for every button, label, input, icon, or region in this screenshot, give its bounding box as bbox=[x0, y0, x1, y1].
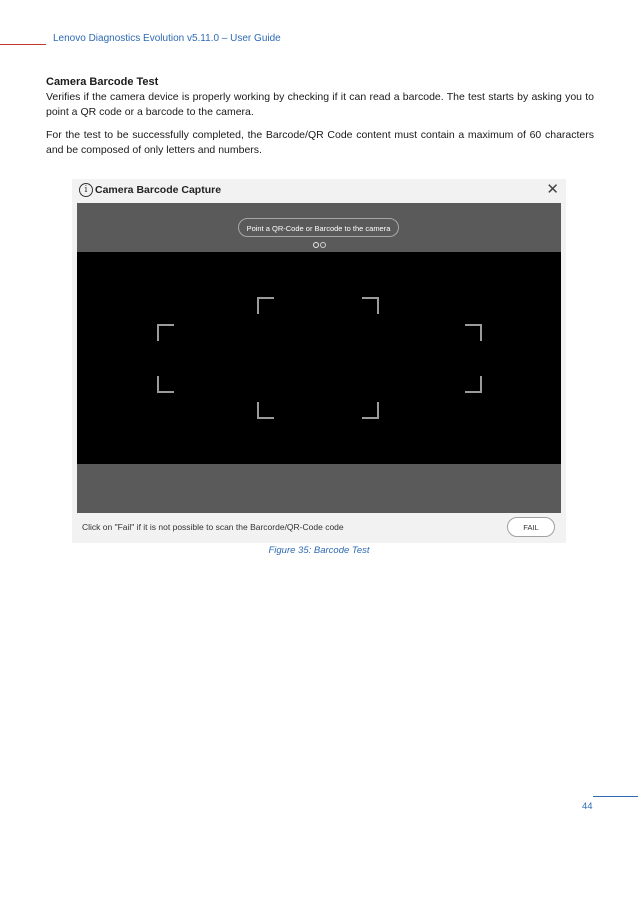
camera-viewfinder bbox=[77, 252, 561, 464]
paragraph-requirements: For the test to be successfully completed, the Barcode/QR Code content must contain a maximum of 60 characters and be composed of only letters and numbers. bbox=[46, 129, 594, 156]
page-indicator-dot bbox=[320, 242, 326, 248]
figure-caption: Figure 35: Barcode Test bbox=[268, 545, 370, 556]
dialog-header bbox=[72, 179, 566, 203]
section-title: Camera Barcode Test bbox=[46, 76, 159, 88]
camera-top-band bbox=[77, 203, 561, 252]
page-number: 44 bbox=[582, 801, 593, 812]
paragraph-intro: Verifies if the camera device is properly working by checking if it can read a barcode. The test starts by asking you to point a QR code or a barcode to the camera. bbox=[46, 91, 594, 118]
outer-frame-corner-bottom-left bbox=[157, 376, 174, 393]
camera-bottom-band bbox=[77, 464, 561, 513]
scan-prompt: Point a QR-Code or Barcode to the camera bbox=[238, 218, 399, 237]
close-icon[interactable]: ✕ bbox=[546, 181, 559, 198]
inner-frame-corner-top-right bbox=[362, 297, 379, 314]
page-indicator-dot bbox=[313, 242, 319, 248]
header-rule bbox=[0, 44, 46, 45]
footer-rule bbox=[593, 796, 638, 797]
inner-frame-corner-top-left bbox=[257, 297, 274, 314]
camera-barcode-dialog bbox=[72, 179, 566, 543]
inner-frame-corner-bottom-right bbox=[362, 402, 379, 419]
outer-frame-corner-bottom-right bbox=[465, 376, 482, 393]
outer-frame-corner-top-right bbox=[465, 324, 482, 341]
fail-instruction: Click on "Fail" if it is not possible to scan the Barcorde/QR-Code code bbox=[82, 522, 344, 532]
info-icon: i bbox=[79, 183, 93, 197]
dialog-title: Camera Barcode Capture bbox=[95, 184, 222, 196]
document-header: Lenovo Diagnostics Evolution v5.11.0 – User Guide bbox=[53, 33, 281, 44]
inner-frame-corner-bottom-left bbox=[257, 402, 274, 419]
fail-button[interactable]: FAIL bbox=[507, 517, 555, 537]
outer-frame-corner-top-left bbox=[157, 324, 174, 341]
